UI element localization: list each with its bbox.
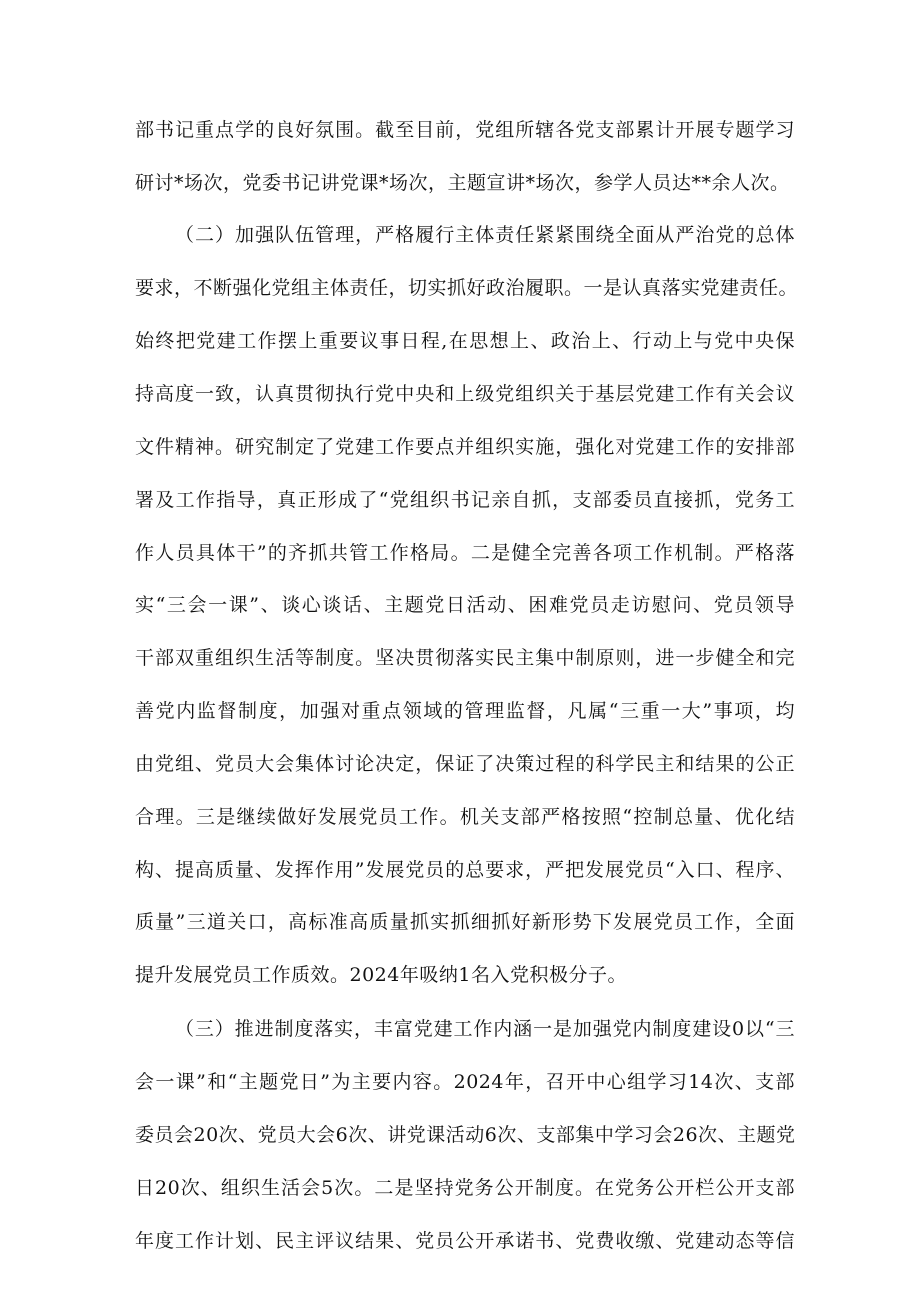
text-line: 委员会20次、党员大会6次、讲党课活动6次、支部集中学习会26次、主题党 (135, 1124, 796, 1146)
text-line: 会一课”和“主题党日”为主要内容。2024年，召开中心组学习14次、支部 (135, 1071, 795, 1093)
text-line: 善党内监督制度，加强对重点领域的管理监督，凡属“三重一大”事项，均 (135, 700, 795, 722)
text-line: 提升发展党员工作质效。2024年吸纳1名入党积极分子。 (135, 964, 627, 986)
text-line: 研讨*场次，党委书记讲党课*场次，主题宣讲*场次，参学人员达**余人次。 (135, 172, 790, 194)
text-line: 要求，不断强化党组主体责任，切实抓好政治履职。一是认真落实党建责任。 (135, 277, 799, 299)
text-line: 始终把党建工作摆上重要议事日程,在思想上、政治上、行动上与党中央保 (135, 330, 795, 352)
text-line: 作人员具体干”的齐抓共管工作格局。二是健全完善各项工作机制。严格落 (135, 542, 795, 564)
text-line: 构、提高质量、发挥作用”发展党员的总要求，严把发展党员“入口、程序、 (135, 859, 795, 881)
text-line: 合理。三是继续做好发展党员工作。机关支部严格按照“控制总量、优化结 (135, 806, 795, 828)
text-line: 文件精神。研究制定了党建工作要点并组织实施，强化对党建工作的安排部 (135, 436, 795, 458)
paragraph-start-line: （二）加强队伍管理，严格履行主体责任紧紧围绕全面从严治党的总体 (175, 224, 795, 246)
text-line: 署及工作指导，真正形成了“党组织书记亲自抓，支部委员直接抓，党务工 (135, 489, 795, 511)
text-line: 年度工作计划、民主评议结果、党员公开承诺书、党费收缴、党建动态等信 (135, 1230, 795, 1252)
text-line: 持高度一致，认真贯彻执行党中央和上级党组织关于基层党建工作有关会议 (135, 383, 795, 405)
text-line: 质量”三道关口，高标准高质量抓实抓细抓好新形势下发展党员工作，全面 (135, 911, 795, 933)
text-line: 日20次、组织生活会5次。二是坚持党务公开制度。在党务公开栏公开支部 (135, 1177, 795, 1199)
text-line: 实“三会一课”、谈心谈话、主题党日活动、困难党员走访慰问、党员领导 (135, 594, 795, 616)
paragraph-start-line: （三）推进制度落实，丰富党建工作内涵一是加强党内制度建设0以“三 (175, 1018, 795, 1040)
text-line: 干部双重组织生活等制度。坚决贯彻落实民主集中制原则，进一步健全和完 (135, 647, 795, 669)
text-line: 部书记重点学的良好氛围。截至目前，党组所辖各党支部累计开展专题学习 (135, 119, 795, 141)
text-line: 由党组、党员大会集体讨论决定，保证了决策过程的科学民主和结果的公正 (135, 753, 795, 775)
